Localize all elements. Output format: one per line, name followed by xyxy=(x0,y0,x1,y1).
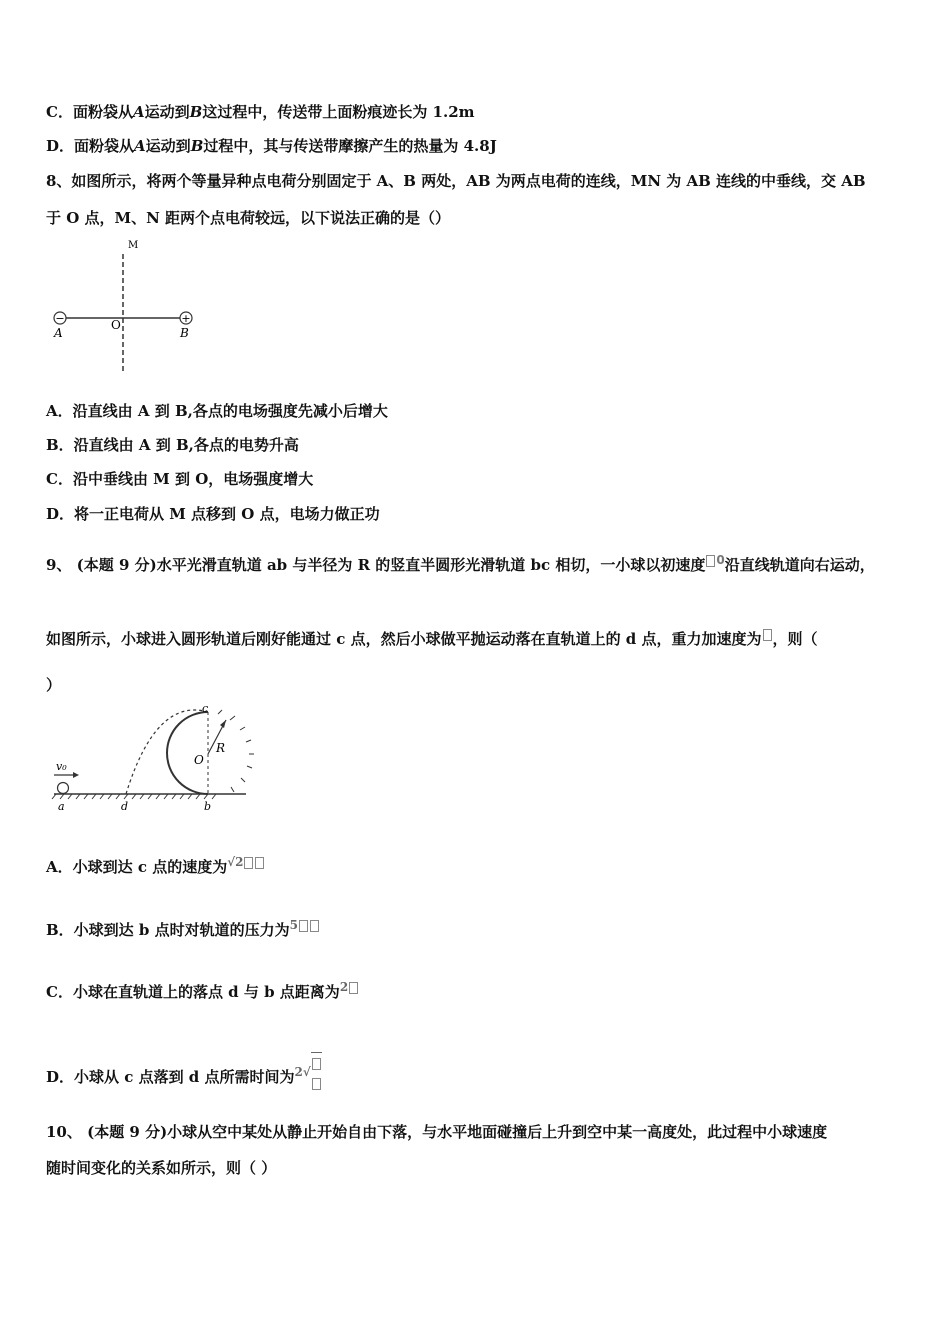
g-placeholder xyxy=(762,627,773,641)
q9-option-a: A．小球到达 c 点的速度为√2 xyxy=(46,852,265,877)
q9-option-b: B．小球到达 b 点时对轨道的压力为5 xyxy=(46,915,320,940)
option-c-math: 2 xyxy=(340,977,359,997)
ball xyxy=(58,783,69,794)
label-r: R xyxy=(216,741,226,755)
q9-stem-line3: ） xyxy=(46,676,62,694)
q10-stem-line2: 随时间变化的关系如所示，则（ ） xyxy=(46,1159,277,1177)
radius-arrowhead xyxy=(220,720,226,728)
charge-b-sign: + xyxy=(181,312,191,325)
label-a: a xyxy=(58,800,65,813)
v0-placeholder: 0 xyxy=(705,553,724,567)
label-m: M xyxy=(128,240,139,251)
q9-option-d: D．小球从 c 点落到 d 点所需时间为2√ xyxy=(46,1052,322,1093)
q7-option-d: D．面粉袋从A运动到B过程中，其与传送带摩擦产生的热量为 4.8J xyxy=(46,137,497,155)
q9-stem-line2: 如图所示，小球进入圆形轨道后刚好能通过 c 点，然后小球做平抛运动落在直轨道上的 d 点，重力加速度为 ，则（ xyxy=(46,624,818,649)
label-o: O xyxy=(111,318,121,332)
q8-stem-line1: 8、如图所示，将两个等量异种点电荷分别固定于 A、B 两处，AB 为两点电荷的连线，MN 为 AB 连线的中垂线，交 AB xyxy=(46,172,866,190)
q7-option-c: C．面粉袋从A运动到B这过程中，传送带上面粉痕迹长为 1.2m xyxy=(46,103,475,121)
q8-option-a: A．沿直线由 A 到 B,各点的电场强度先减小后增大 xyxy=(46,402,388,420)
q9-option-c: C．小球在直轨道上的落点 d 与 b 点距离为2 xyxy=(46,977,359,1002)
option-d-math: 2√ xyxy=(295,1052,322,1093)
q9-figure xyxy=(46,702,266,822)
v0-arrowhead xyxy=(73,772,79,778)
charge-a-sign: − xyxy=(55,312,65,325)
label-v0: v₀ xyxy=(56,760,67,773)
label-d: d xyxy=(121,800,129,813)
option-a-math: √2 xyxy=(227,852,265,872)
option-b-math: 5 xyxy=(290,915,320,935)
label-b: B xyxy=(180,326,189,340)
label-o: O xyxy=(194,753,204,767)
q10-stem-line1: 10、 (本题 9 分)小球从空中某处从静止开始自由下落，与水平地面碰撞后上升到空中某一高度处，此过程中小球速度 xyxy=(46,1123,828,1141)
q8-option-d: D．将一正电荷从 M 点移到 O 点，电场力做正功 xyxy=(46,505,380,523)
label-a: A xyxy=(54,326,63,340)
q9-stem-line1: 9、 (本题 9 分)水平光滑直轨道 ab 与半径为 R 的竖直半圆形光滑轨道 bc 相切，一小球以初速度 $^0$沿直线轨道向右运动， xyxy=(46,553,875,574)
q8-stem-line2: 于 O 点，M、N 距两个点电荷较远，以下说法正确的是（） xyxy=(46,209,451,227)
label-c: c xyxy=(202,702,209,715)
label-b: b xyxy=(204,800,212,813)
q8-option-c: C．沿中垂线由 M 到 O，电场强度增大 xyxy=(46,470,314,488)
q8-option-b: B．沿直线由 A 到 B,各点的电势升高 xyxy=(46,436,299,454)
q8-figure xyxy=(46,236,206,376)
